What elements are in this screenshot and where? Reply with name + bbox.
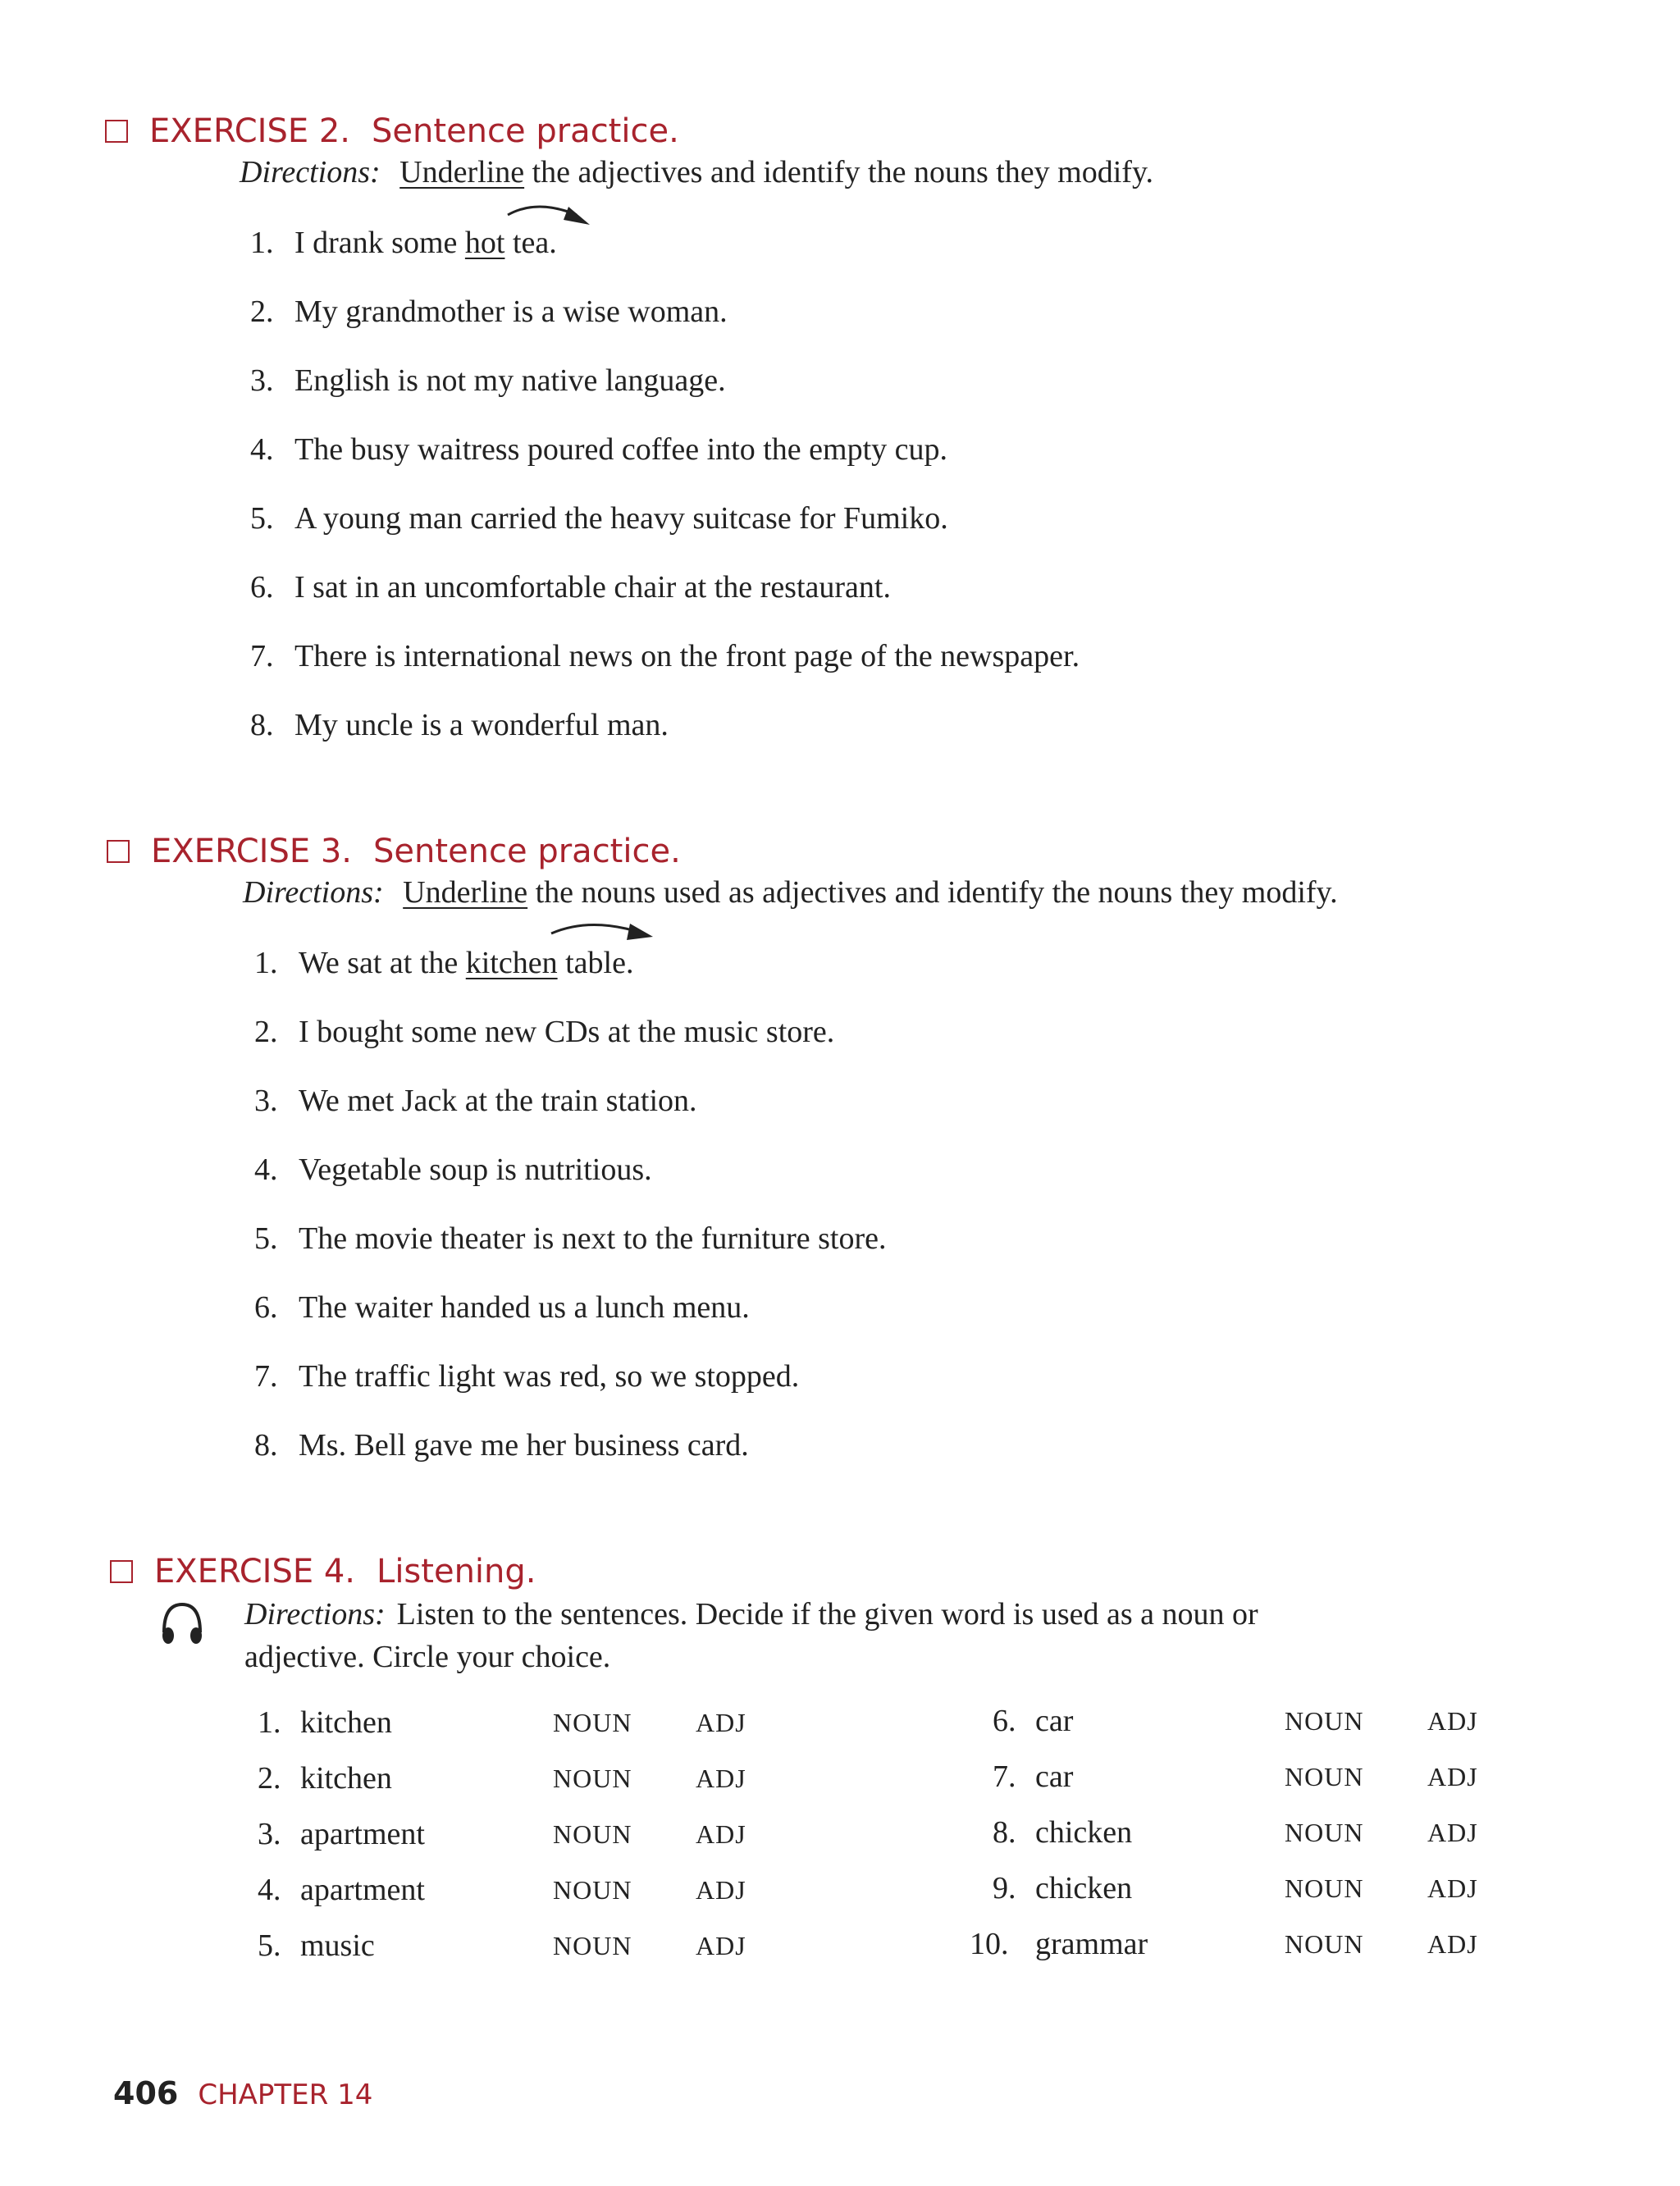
exercise-title: Sentence practice. xyxy=(372,112,679,150)
choice-adj[interactable]: ADJ xyxy=(1427,1762,1478,1791)
checkbox-icon[interactable] xyxy=(107,840,130,863)
item-number: 3. xyxy=(254,1084,278,1118)
item-number: 3. xyxy=(250,363,274,398)
underlined-word: kitchen xyxy=(465,946,558,980)
exercise-number: EXERCISE 2. xyxy=(149,112,351,150)
item-number: 7. xyxy=(250,639,274,673)
item-text: We sat at the xyxy=(299,946,459,980)
directions-underline-word: Underline xyxy=(399,155,525,189)
item-word: car xyxy=(1035,1704,1074,1738)
table-row xyxy=(970,1757,1495,1796)
directions-text: the nouns used as adjectives and identify the nouns they modify. xyxy=(535,875,1338,910)
item-word: kitchen xyxy=(300,1761,392,1796)
list-item xyxy=(250,292,728,331)
item-number: 4. xyxy=(250,432,274,467)
list-item xyxy=(250,705,669,745)
item-number: 1. xyxy=(258,1705,281,1740)
item-number: 5. xyxy=(250,501,274,536)
item-number: 8. xyxy=(254,1428,278,1463)
directions xyxy=(243,871,1338,914)
directions xyxy=(240,151,1153,194)
item-word: chicken xyxy=(1035,1815,1133,1850)
choice-noun[interactable]: NOUN xyxy=(1285,1873,1364,1903)
choice-noun[interactable]: NOUN xyxy=(553,1819,632,1849)
item-text: I bought some new CDs at the music store. xyxy=(299,1015,835,1049)
table-row xyxy=(258,1926,783,1965)
exercise-number: EXERCISE 3. xyxy=(151,833,353,870)
list-item xyxy=(254,1081,697,1120)
item-text: tea. xyxy=(512,226,557,260)
directions-label: Directions: xyxy=(244,1597,386,1632)
item-word: apartment xyxy=(300,1817,425,1851)
item-number: 9. xyxy=(993,1871,1016,1905)
item-number: 1. xyxy=(254,946,278,980)
item-number: 7. xyxy=(993,1759,1016,1794)
item-number: 4. xyxy=(254,1152,278,1187)
item-text: A young man carried the heavy suitcase for Fumiko. xyxy=(294,501,948,536)
headphones-icon xyxy=(158,1600,207,1649)
directions-underline-word: Underline xyxy=(403,875,528,910)
list-item xyxy=(254,1150,652,1189)
exercise-3-header xyxy=(107,827,681,876)
checkbox-icon[interactable] xyxy=(110,1560,133,1583)
item-number: 5. xyxy=(254,1221,278,1256)
page-number: 406 xyxy=(113,2075,179,2111)
item-word: kitchen xyxy=(300,1705,392,1740)
list-item xyxy=(254,1012,834,1052)
choice-adj[interactable]: ADJ xyxy=(696,1764,746,1793)
exercise-2-header xyxy=(105,107,679,156)
list-item xyxy=(254,1219,887,1258)
exercise-title: Sentence practice. xyxy=(373,833,681,870)
item-text: The movie theater is next to the furniture store. xyxy=(299,1221,887,1256)
item-word: chicken xyxy=(1035,1871,1133,1905)
checkbox-icon[interactable] xyxy=(105,120,128,143)
page-footer xyxy=(113,2075,372,2111)
directions xyxy=(244,1593,1258,1678)
table-row xyxy=(258,1759,783,1798)
choice-noun[interactable]: NOUN xyxy=(553,1875,632,1905)
item-number: 6. xyxy=(993,1704,1016,1738)
item-number: 6. xyxy=(254,1290,278,1325)
choice-noun[interactable]: NOUN xyxy=(1285,1762,1364,1791)
list-item xyxy=(250,361,726,400)
item-text: Vegetable soup is nutritious. xyxy=(299,1152,652,1187)
choice-noun[interactable]: NOUN xyxy=(553,1708,632,1737)
list-item xyxy=(254,943,633,983)
item-number: 8. xyxy=(250,708,274,742)
item-number: 2. xyxy=(254,1015,278,1049)
exercise-title: Listening. xyxy=(377,1553,536,1590)
item-text: We met Jack at the train station. xyxy=(299,1084,697,1118)
directions-text: the adjectives and identify the nouns they modify. xyxy=(532,155,1153,189)
table-row xyxy=(970,1813,1495,1852)
chapter-label: CHAPTER 14 xyxy=(198,2079,373,2111)
choice-adj[interactable]: ADJ xyxy=(696,1875,746,1905)
table-row xyxy=(970,1924,1495,1964)
item-number: 2. xyxy=(250,294,274,329)
item-text: Ms. Bell gave me her business card. xyxy=(299,1428,749,1463)
list-item xyxy=(254,1357,799,1396)
choice-adj[interactable]: ADJ xyxy=(1427,1706,1478,1736)
item-text: English is not my native language. xyxy=(294,363,726,398)
list-item xyxy=(250,637,1080,676)
directions-label: Directions: xyxy=(243,875,384,910)
item-number: 3. xyxy=(258,1817,281,1851)
item-number: 5. xyxy=(258,1928,281,1963)
table-row xyxy=(258,1703,783,1742)
item-number: 4. xyxy=(258,1873,281,1907)
list-item xyxy=(254,1288,750,1327)
item-number: 6. xyxy=(250,570,274,605)
item-text: The busy waitress poured coffee into the empty cup. xyxy=(294,432,948,467)
directions-text: Listen to the sentences. Decide if the given word is used as a noun or xyxy=(396,1597,1258,1632)
choice-noun[interactable]: NOUN xyxy=(553,1764,632,1793)
choice-adj[interactable]: ADJ xyxy=(1427,1929,1478,1959)
item-word: apartment xyxy=(300,1873,425,1907)
choice-noun[interactable]: NOUN xyxy=(553,1931,632,1960)
item-word: music xyxy=(300,1928,375,1963)
item-text: The traffic light was red, so we stopped. xyxy=(299,1359,800,1394)
item-text: I sat in an uncomfortable chair at the restaurant. xyxy=(294,570,891,605)
table-row xyxy=(258,1870,783,1910)
item-number: 7. xyxy=(254,1359,278,1394)
exercise-number: EXERCISE 4. xyxy=(154,1553,356,1590)
list-item xyxy=(250,499,948,538)
item-text: table. xyxy=(565,946,634,980)
choice-noun[interactable]: NOUN xyxy=(1285,1818,1364,1847)
list-item xyxy=(254,1426,749,1465)
table-row xyxy=(970,1869,1495,1908)
item-number: 1. xyxy=(250,226,274,260)
item-text: I drank some xyxy=(294,226,458,260)
item-number: 8. xyxy=(993,1815,1016,1850)
choice-noun[interactable]: NOUN xyxy=(1285,1706,1364,1736)
item-number: 10. xyxy=(970,1927,1009,1961)
choice-adj[interactable]: ADJ xyxy=(1427,1873,1478,1903)
directions-label: Directions: xyxy=(240,155,381,189)
exercise-4-header xyxy=(110,1547,536,1596)
item-word: car xyxy=(1035,1759,1074,1794)
choice-adj[interactable]: ADJ xyxy=(696,1819,746,1849)
list-item xyxy=(250,430,947,469)
item-text: The waiter handed us a lunch menu. xyxy=(299,1290,750,1325)
table-row xyxy=(970,1701,1495,1741)
item-text: There is international news on the front page of the newspaper. xyxy=(294,639,1080,673)
choice-adj[interactable]: ADJ xyxy=(696,1931,746,1960)
table-row xyxy=(258,1814,783,1854)
choice-adj[interactable]: ADJ xyxy=(696,1708,746,1737)
list-item xyxy=(250,223,557,262)
underlined-word: hot xyxy=(464,226,505,260)
item-word: grammar xyxy=(1035,1927,1148,1961)
choice-adj[interactable]: ADJ xyxy=(1427,1818,1478,1847)
choice-noun[interactable]: NOUN xyxy=(1285,1929,1364,1959)
list-item xyxy=(250,568,891,607)
item-text: My grandmother is a wise woman. xyxy=(294,294,728,329)
item-text: My uncle is a wonderful man. xyxy=(294,708,669,742)
directions-text: adjective. Circle your choice. xyxy=(244,1640,611,1674)
item-number: 2. xyxy=(258,1761,281,1796)
